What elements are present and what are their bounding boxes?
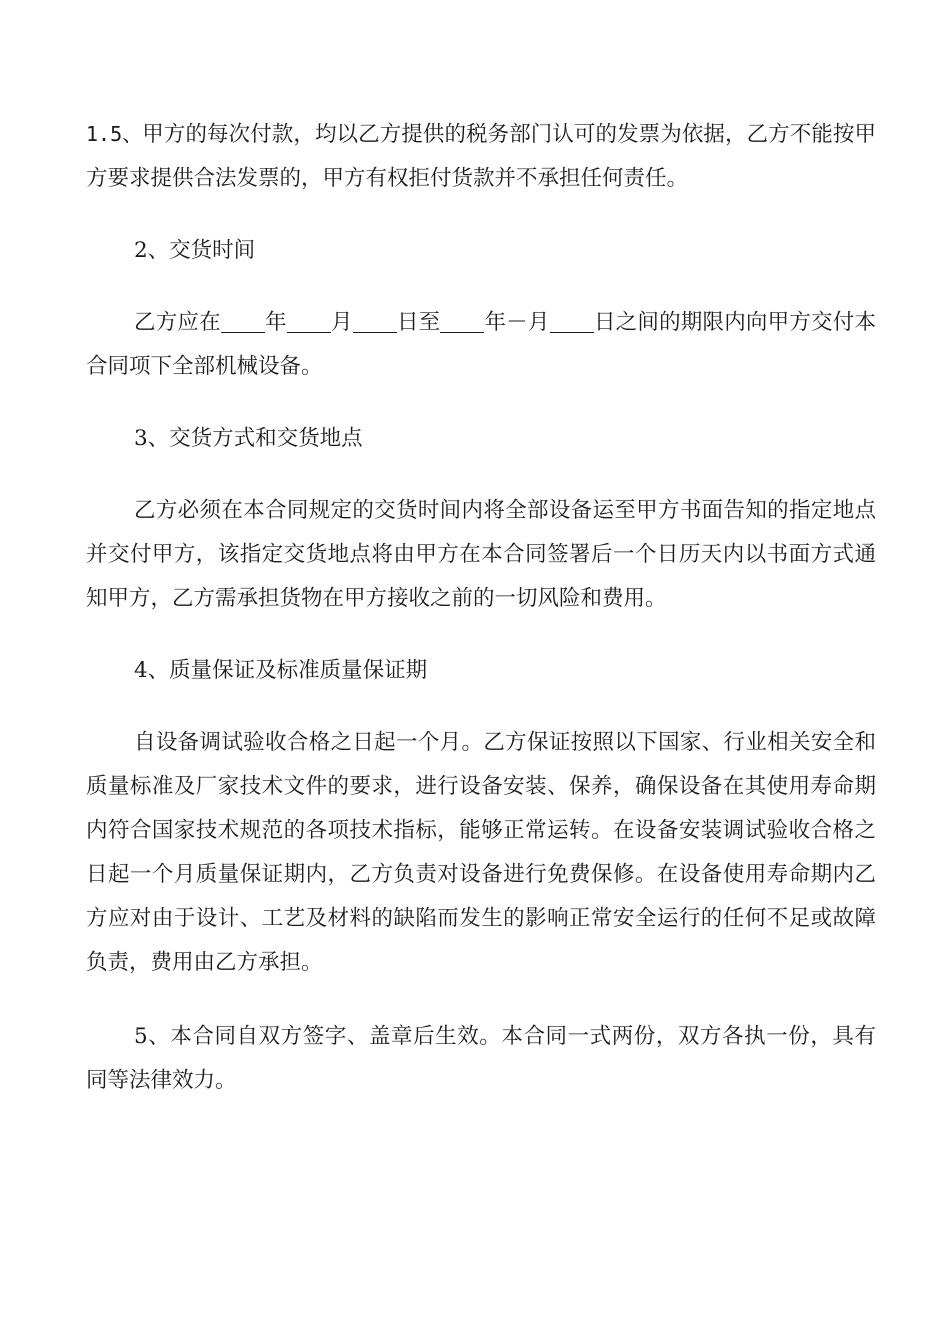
clause-4-heading: 4、质量保证及标准质量保证期 (134, 658, 428, 683)
clause-3-heading: 3、交货方式和交货地点 (134, 426, 363, 451)
clause-3-body: 乙方必须在本合同规定的交货时间内将全部设备运至甲方书面告知的指定地点并交付甲方，该指定交货地点将由甲方在本合同签署后一个日历天内以书面方式通知甲方，乙方需承担货物在甲方接收之前的一切风险和费用。 (86, 498, 876, 611)
clause-2-heading: 2、交货时间 (134, 238, 256, 263)
delivery-text-4: 日至 (396, 310, 441, 335)
clause-4-body: 自设备调试验收合格之日起一个月。乙方保证按照以下国家、行业相关安全和质量标准及厂家技术文件的要求，进行设备安装、保养，确保设备在其使用寿命期内符合国家技术规范的各项技术指标，能够正常运转。在设备安装调试验收合格之日起一个月质量保证期内，乙方负责对设备进行免费保修。在设备使用寿命期内乙方应对由于设计、工艺及材料的缺陷而发生的影响正常安全运行的任何不足或故障负责，费用由乙方承担。 (86, 730, 876, 975)
blank-year-2 (440, 310, 484, 333)
blank-day-2 (550, 310, 594, 333)
delivery-text-5: 年－月 (484, 310, 550, 335)
clause-2-body (86, 301, 876, 389)
blank-month-1 (287, 310, 331, 333)
delivery-text-2: 年 (264, 310, 287, 335)
document-page (86, 112, 876, 1103)
clause-5-body: 5、本合同自双方签字、盖章后生效。本合同一式两份，双方各执一份，具有同等法律效力。 (86, 1024, 876, 1093)
delivery-text-1: 乙方应在 (134, 310, 221, 335)
clause-1-5-number: 1.5、 (86, 122, 143, 146)
blank-day-1 (353, 310, 397, 333)
clause-1-5 (86, 112, 876, 201)
delivery-text-3: 月 (330, 310, 353, 335)
blank-year-1 (221, 310, 265, 333)
delivery-text-6: 日之间的期限内向甲方交付本合同项下全部机械设备。 (86, 310, 876, 379)
clause-1-5-text: 甲方的每次付款，均以乙方提供的税务部门认可的发票为依据，乙方不能按甲方要求提供合法发票的，甲方有权拒付货款并不承担任何责任。 (86, 122, 876, 191)
